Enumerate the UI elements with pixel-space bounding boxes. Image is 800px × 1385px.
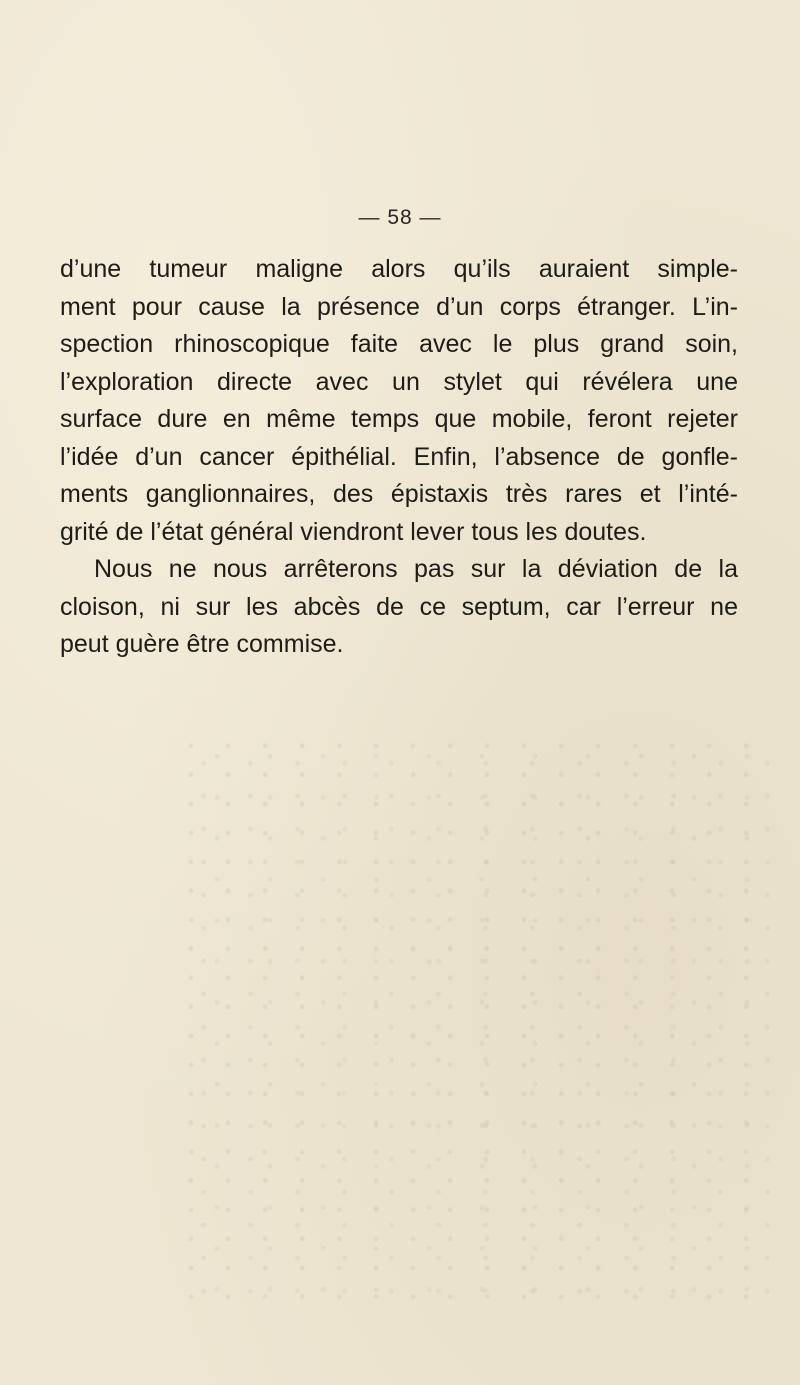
text-line: grité de l’état général viendront lever tous les doutes.: [60, 517, 647, 546]
text-line: ment pour cause la présence d’un corps étranger. L’in-: [60, 292, 738, 321]
text-line: cloison, ni sur les abcès de ce septum, car l’erreur ne: [60, 592, 738, 621]
show-through-texture: [180, 740, 780, 1300]
page-number: — 58 —: [358, 206, 442, 229]
text-line: ments ganglionnaires, des épistaxis très rares et l’inté-: [60, 480, 738, 508]
text-line: d’une tumeur maligne alors qu’ils auraient simple-: [60, 255, 738, 283]
text-line: spection rhinoscopique faite avec le plus grand soin,: [60, 330, 738, 358]
body-text: [60, 251, 738, 664]
text-line: l’exploration directe avec un stylet qui révélera une: [60, 367, 738, 396]
text-line: surface dure en même temps que mobile, feront rejeter: [60, 405, 738, 433]
paragraph-start-line: Nous ne nous arrêterons pas sur la déviation de la: [94, 555, 738, 583]
text-line: peut guère être commise.: [60, 630, 344, 658]
text-line: l’idée d’un cancer épithélial. Enfin, l’absence de gonfle-: [60, 442, 738, 471]
